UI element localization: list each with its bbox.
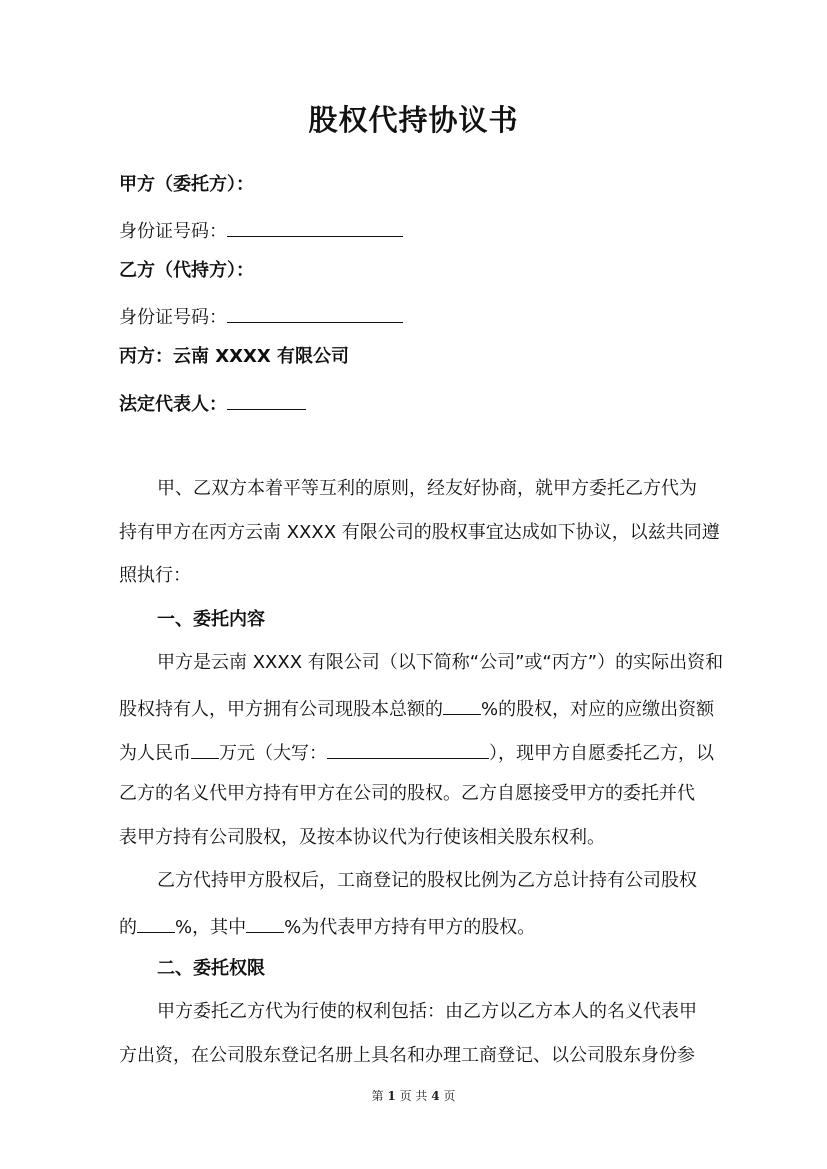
footer-page-current: 1 <box>387 1089 396 1103</box>
section1-title: 一、委托内容 <box>157 608 265 630</box>
section2-title: 二、委托权限 <box>157 957 265 979</box>
party-b-id-blank <box>227 303 403 323</box>
party-a-id-line <box>119 217 403 244</box>
s1-text: 万元（大写： <box>219 742 327 764</box>
amount-uppercase-blank <box>327 739 489 759</box>
party-a-id-label: 身份证号码： <box>119 221 227 242</box>
share-percent-blank <box>443 695 481 715</box>
s1-text: 的 <box>119 916 137 938</box>
s1-text: %的股权，对应的应缴出资额 <box>481 698 715 720</box>
document-title: 股权代持协议书 <box>308 103 519 137</box>
s1-line: 表甲方持有公司股权，及按本协议代为行使该相关股东权利。 <box>119 826 605 848</box>
s1-line: 乙方的名义代甲方持有甲方在公司的股权。乙方自愿接受甲方的委托并代 <box>119 783 695 805</box>
intro-line: 持有甲方在丙方云南 XXXX 有限公司的股权事宜达成如下协议，以兹共同遵 <box>119 521 720 543</box>
s1-text: %为代表甲方持有甲方的股权。 <box>284 916 536 938</box>
intro-line: 甲、乙双方本着平等互利的原则，经友好协商，就甲方委托乙方代为 <box>157 478 697 499</box>
amount-blank <box>191 739 219 759</box>
footer-text: 第 <box>371 1089 384 1103</box>
party-b-id-line <box>119 303 403 330</box>
s1-line <box>119 695 749 739</box>
party-b-id-label: 身份证号码： <box>119 307 227 328</box>
s1-text: 为人民币 <box>119 742 191 764</box>
footer-page-total: 4 <box>431 1089 440 1103</box>
legal-rep-label: 法定代表人： <box>119 394 227 415</box>
footer-text: 页 <box>443 1089 456 1103</box>
legal-rep-blank <box>227 390 306 410</box>
agreement-body <box>119 477 749 1087</box>
s1-line: 甲方是云南 XXXX 有限公司（以下简称“公司”或“丙方”）的实际出资和 <box>157 652 724 674</box>
intro-line: 照执行： <box>119 565 191 587</box>
total-percent-blank <box>137 913 175 933</box>
s1-text: %，其中 <box>175 916 247 938</box>
party-c-line: 丙方：云南 XXXX 有限公司 <box>119 346 350 367</box>
party-a-id-blank <box>227 217 403 237</box>
footer-text: 页 共 <box>399 1089 428 1103</box>
party-b-label: 乙方（代持方）： <box>119 260 254 281</box>
page-footer <box>0 1087 827 1104</box>
legal-rep-line <box>119 390 306 417</box>
s1-text: 股权持有人，甲方拥有公司现股本总额的 <box>119 698 443 720</box>
proxy-percent-blank <box>246 913 284 933</box>
s2-line: 方出资，在公司股东登记名册上具名和办理工商登记、以公司股东身份参 <box>119 1044 695 1066</box>
s1-p2-line <box>119 913 749 957</box>
party-a-label: 甲方（委托方）： <box>119 174 254 195</box>
s1-line <box>119 739 749 783</box>
s2-line: 甲方委托乙方代为行使的权利包括：由乙方以乙方本人的名义代表甲 <box>157 1001 697 1023</box>
s1-p2-line: 乙方代持甲方股权后，工商登记的股权比例为乙方总计持有公司股权 <box>157 870 697 892</box>
s1-text: ），现甲方自愿委托乙方，以 <box>489 742 714 764</box>
